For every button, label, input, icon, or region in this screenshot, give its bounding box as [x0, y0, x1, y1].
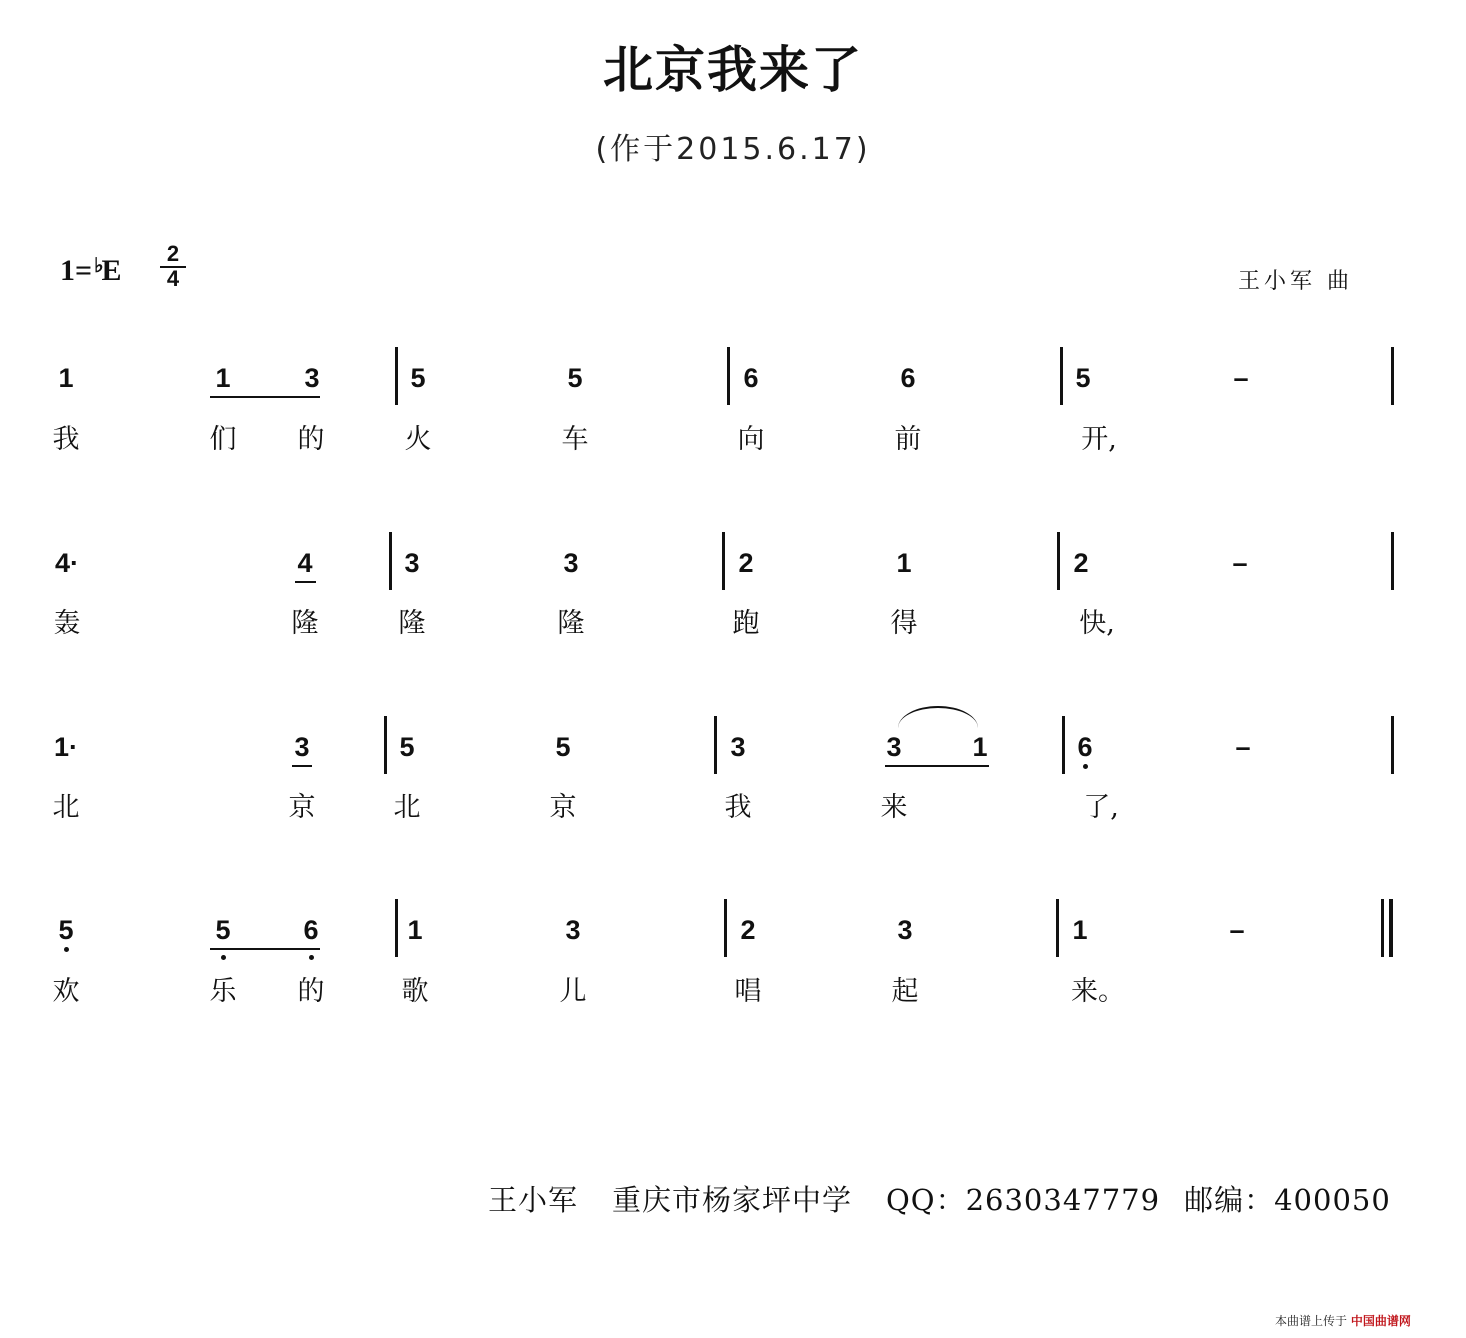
jianpu-note: 6	[900, 363, 916, 393]
jianpu-note: 5	[567, 363, 583, 393]
barline	[1391, 716, 1394, 774]
eighth-underline	[210, 948, 320, 950]
lyric-syllable: 京	[549, 792, 577, 823]
lyric-syllable: 儿	[559, 976, 587, 1007]
lyric-syllable: 隆	[291, 608, 319, 639]
eighth-underline	[292, 765, 312, 767]
jianpu-note: 3	[886, 732, 902, 762]
lyric-syllable: 轰	[53, 608, 81, 639]
barline	[722, 532, 725, 590]
key-tonic: 1=	[60, 254, 93, 287]
hold-dash: –	[1235, 732, 1251, 762]
barline	[724, 899, 727, 957]
jianpu-note: 6	[303, 915, 319, 945]
footer-name: 王小军	[488, 1183, 579, 1217]
jianpu-note: 3	[730, 732, 746, 762]
lyric-syllable: 来。	[1071, 976, 1125, 1007]
time-signature-top: 2	[160, 243, 186, 268]
barline	[1056, 899, 1059, 957]
low-octave-dot	[221, 955, 226, 960]
hold-dash: –	[1232, 548, 1248, 578]
watermark-logo: 中国曲谱网	[1350, 1314, 1411, 1328]
eighth-underline	[295, 581, 316, 583]
jianpu-note: 1	[896, 548, 912, 578]
lyric-syllable: 前	[894, 424, 922, 455]
slur-arc	[898, 706, 978, 728]
jianpu-note: 5	[1075, 363, 1091, 393]
barline	[389, 532, 392, 590]
lyric-syllable: 京	[288, 792, 316, 823]
lyric-syllable: 跑	[732, 608, 760, 639]
lyric-syllable: 了,	[1083, 792, 1119, 823]
flat-sign: ♭	[94, 255, 104, 277]
lyric-syllable: 得	[890, 608, 918, 639]
time-signature-bottom: 4	[166, 266, 180, 291]
jianpu-note: 2	[740, 915, 756, 945]
barline	[714, 716, 717, 774]
jianpu-note: 1	[215, 363, 231, 393]
lyric-syllable: 的	[297, 976, 325, 1007]
barline	[727, 347, 730, 405]
jianpu-note: 1·	[53, 732, 78, 762]
lyric-syllable: 的	[297, 424, 325, 455]
jianpu-note: 3	[404, 548, 420, 578]
jianpu-note: 1	[58, 363, 74, 393]
jianpu-note: 3	[563, 548, 579, 578]
contact-footer	[488, 1178, 1391, 1219]
jianpu-note: 6	[1077, 732, 1093, 762]
jianpu-note: 5	[410, 363, 426, 393]
jianpu-note: 1	[972, 732, 988, 762]
barline	[1062, 716, 1065, 774]
lyric-syllable: 我	[724, 792, 752, 823]
footer-postcode: 邮编：400050	[1184, 1183, 1391, 1217]
score-date: (作于2015.6.17)	[595, 132, 871, 167]
jianpu-note: 5	[399, 732, 415, 762]
barline	[384, 716, 387, 774]
lyric-syllable: 隆	[557, 608, 585, 639]
jianpu-note: 2	[1073, 548, 1089, 578]
lyric-syllable: 欢	[52, 976, 80, 1007]
lyric-syllable: 们	[209, 424, 237, 455]
jianpu-note: 3	[897, 915, 913, 945]
lyric-syllable: 快,	[1079, 608, 1115, 639]
footer-qq: QQ：2630347779	[886, 1183, 1161, 1217]
barline	[395, 347, 398, 405]
key-letter: E	[101, 254, 122, 287]
lyric-syllable: 来	[880, 792, 908, 823]
low-octave-dot	[1083, 764, 1088, 769]
hold-dash: –	[1233, 363, 1249, 393]
jianpu-note: 3	[565, 915, 581, 945]
low-octave-dot	[64, 947, 69, 952]
barline	[1391, 347, 1394, 405]
jianpu-note: 5	[555, 732, 571, 762]
lyric-syllable: 车	[561, 424, 589, 455]
watermark-text: 本曲谱上传于	[1275, 1314, 1348, 1328]
lyric-syllable: 北	[393, 792, 421, 823]
lyric-syllable: 隆	[398, 608, 426, 639]
lyric-syllable: 起	[891, 976, 919, 1007]
composer-credit: 王小军 曲	[1238, 269, 1353, 294]
jianpu-note: 3	[294, 732, 310, 762]
barline	[1060, 347, 1063, 405]
lyric-syllable: 开,	[1081, 424, 1117, 455]
barline	[395, 899, 398, 957]
lyric-syllable: 我	[52, 424, 80, 455]
jianpu-note: 1	[407, 915, 423, 945]
lyric-syllable: 唱	[734, 976, 762, 1007]
barline	[1057, 532, 1060, 590]
eighth-underline	[885, 765, 989, 767]
jianpu-note: 4·	[54, 548, 79, 578]
score-title: 北京我来了	[603, 41, 863, 99]
jianpu-note: 6	[743, 363, 759, 393]
footer-school: 重庆市杨家坪中学	[612, 1183, 853, 1217]
lyric-syllable: 火	[404, 424, 432, 455]
eighth-underline	[210, 396, 320, 398]
jianpu-note: 5	[215, 915, 231, 945]
lyric-syllable: 北	[52, 792, 80, 823]
jianpu-note: 2	[738, 548, 754, 578]
low-octave-dot	[309, 955, 314, 960]
hold-dash: –	[1229, 915, 1245, 945]
jianpu-note: 1	[1072, 915, 1088, 945]
jianpu-note: 5	[58, 915, 74, 945]
jianpu-note: 3	[304, 363, 320, 393]
jianpu-note: 4	[297, 548, 313, 578]
lyric-syllable: 乐	[209, 976, 237, 1007]
lyric-syllable: 向	[737, 424, 765, 455]
barline	[1391, 532, 1394, 590]
lyric-syllable: 歌	[401, 976, 429, 1007]
site-watermark	[1275, 1312, 1411, 1329]
final-barline	[1389, 899, 1393, 957]
final-barline-thin	[1381, 899, 1384, 957]
